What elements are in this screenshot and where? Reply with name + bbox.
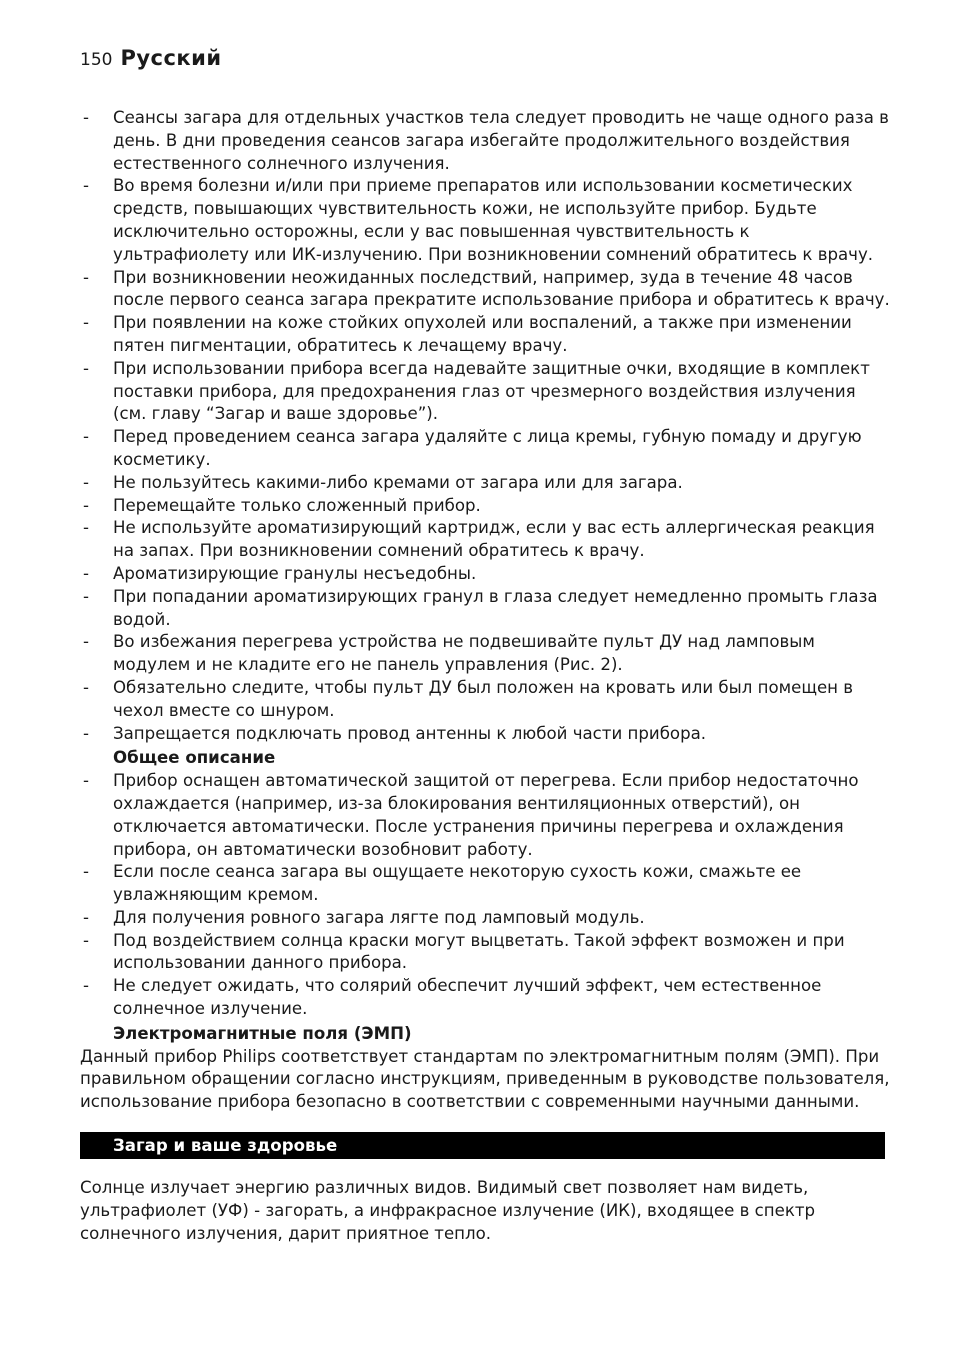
list-item-text: Запрещается подключать провод антенны к любой части прибора. <box>113 723 707 743</box>
list-item-text: Ароматизирующие гранулы несъедобны. <box>113 563 477 583</box>
general-list <box>80 770 890 1021</box>
list-item-text: Под воздействием солнца краски могут выцветать. Такой эффект возможен и при использовании данного прибора. <box>113 930 845 973</box>
bullet-dash: - <box>83 176 89 196</box>
list-item-text: Во избежания перегрева устройства не подвешивайте пульт ДУ над ламповым модулем и не кладите его не панель управления (Рис. 2). <box>113 632 815 675</box>
bullet-dash: - <box>83 632 89 652</box>
list-item <box>80 267 890 313</box>
list-item-text: При возникновении неожиданных последствий, например, зуда в течение 48 часов после первого сеанса загара прекратите использование прибора и обратитесь к врачу. <box>113 267 890 310</box>
bullet-dash: - <box>83 771 89 791</box>
page-language-title: Русский <box>120 46 222 70</box>
list-item-text: Для получения ровного загара лягте под ламповый модуль. <box>113 907 645 927</box>
page-content <box>80 107 890 1245</box>
bullet-dash: - <box>83 586 89 606</box>
bullet-dash: - <box>83 862 89 882</box>
list-item-text: Если после сеанса загара вы ощущаете некоторую сухость кожи, смажьте ее увлажняющим кремом. <box>113 862 802 905</box>
bullet-dash: - <box>83 723 89 743</box>
list-item <box>80 586 890 632</box>
bullet-dash: - <box>83 313 89 333</box>
list-item <box>80 631 890 677</box>
emf-heading: Электромагнитные поля (ЭМП) <box>113 1023 412 1043</box>
bullet-dash: - <box>83 427 89 447</box>
list-item <box>80 495 890 518</box>
bullet-dash: - <box>83 472 89 492</box>
bullet-dash: - <box>83 976 89 996</box>
list-item-text: При появлении на коже стойких опухолей или воспалений, а также при изменении пятен пигментации, обратитесь к лечащему врачу. <box>113 313 852 355</box>
list-item <box>80 907 890 930</box>
bullet-dash: - <box>83 518 89 538</box>
list-item <box>80 770 890 861</box>
bullet-dash: - <box>83 495 89 515</box>
list-item <box>80 426 890 472</box>
safety-list <box>80 107 890 745</box>
bullet-dash: - <box>83 563 89 583</box>
bullet-dash: - <box>83 677 89 697</box>
list-item-text: При использовании прибора всегда надевайте защитные очки, входящие в комплект поставки прибора, для предохранения глаз от чрезмерного воздействия излучения (см. главу “Загар и ваше здоровье”). <box>113 358 870 424</box>
bullet-dash: - <box>83 108 89 127</box>
emf-paragraph: Данный прибор Philips соответствует стандартам по электромагнитным полям (ЭМП). При правильном обращении согласно инструкциям, приведенным в руководстве пользователя, использование прибора безопасно в соответствии с современными научными данными. <box>80 1046 890 1112</box>
list-item-text: Во время болезни и/или при приеме препаратов или использовании косметических средств, повышающих чувствительность кожи, не используйте прибор. Будьте исключительно осторожны, если у вас повышенная чувствительность к ультрафиолету или ИК-излучению. При возникновении сомнений обратитесь к врачу. <box>113 176 874 264</box>
list-item <box>80 472 890 495</box>
list-item <box>80 975 890 1021</box>
health-section-heading: Загар и ваше здоровье <box>80 1132 885 1159</box>
page-header <box>80 46 222 70</box>
bullet-dash: - <box>83 930 89 950</box>
list-item-text: Обязательно следите, чтобы пульт ДУ был положен на кровать или был помещен в чехол вместе со шнуром. <box>113 677 854 720</box>
page-number: 150 <box>80 50 113 70</box>
list-item <box>80 312 890 358</box>
list-item-text: Перемещайте только сложенный прибор. <box>113 495 481 515</box>
bullet-dash: - <box>83 907 89 927</box>
list-item <box>80 563 890 586</box>
list-item-text: Перед проведением сеанса загара удаляйте с лица кремы, губную помаду и другую косметику. <box>113 427 862 469</box>
list-item <box>80 930 890 976</box>
list-item-text: Не пользуйтесь какими-либо кремами от загара или для загара. <box>113 472 683 492</box>
list-item-text: Не используйте ароматизирующий картридж, если у вас есть аллергическая реакция на запах. При возникновении сомнений обратитесь к врачу. <box>113 518 875 561</box>
list-item-text: Прибор оснащен автоматической защитой от перегрева. Если прибор недостаточно охлаждается (например, из-за блокирования вентиляционных отверстий), он отключается автоматически. После устранения причины перегрева и охлаждения прибора, он автоматически возобновит работу. <box>113 771 859 859</box>
list-item <box>80 517 890 563</box>
health-paragraph: Солнце излучает энергию различных видов. Видимый свет позволяет нам видеть, ультрафиолет (УФ) - загорать, а инфракрасное излучение (ИК), входящее в спектр солнечного излучения, дарит приятное тепло. <box>80 1178 816 1243</box>
list-item-text: Не следует ожидать, что солярий обеспечит лучший эффект, чем естественное солнечное излучение. <box>113 976 822 1019</box>
list-item <box>80 107 890 175</box>
list-item <box>80 723 890 746</box>
list-item <box>80 861 890 907</box>
bullet-dash: - <box>83 267 89 287</box>
list-item <box>80 358 890 426</box>
list-item <box>80 175 890 266</box>
list-item-text: При попадании ароматизирующих гранул в глаза следует немедленно промыть глаза водой. <box>113 586 878 629</box>
list-item <box>80 677 890 723</box>
bullet-dash: - <box>83 358 89 378</box>
general-heading: Общее описание <box>113 748 276 768</box>
list-item-text: Сеансы загара для отдельных участков тела следует проводить не чаще одного раза в день. В дни проведения сеансов загара избегайте продолжительного воздействия естественного солнечного излучения. <box>113 108 889 173</box>
